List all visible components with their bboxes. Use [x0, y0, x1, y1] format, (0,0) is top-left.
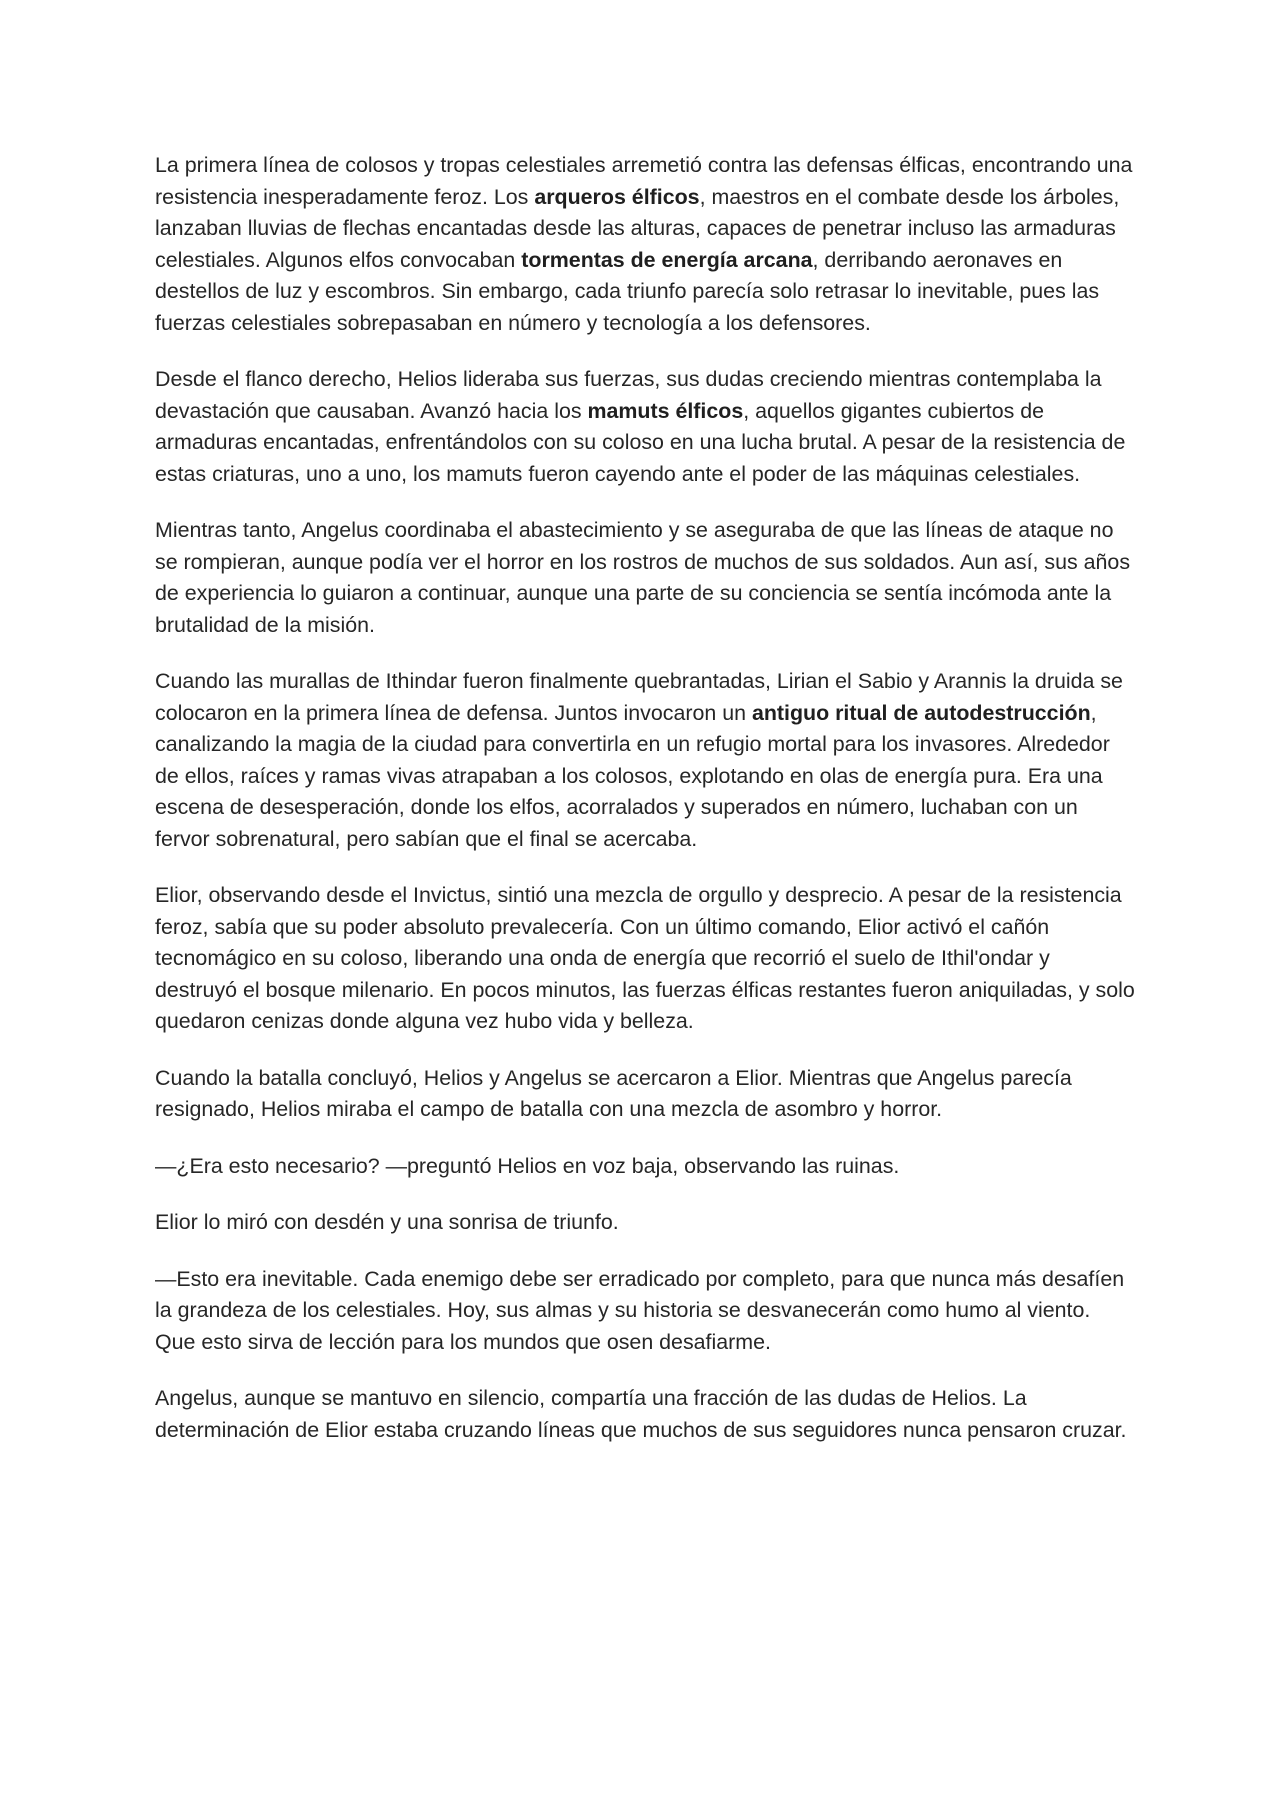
paragraph-3: Mientras tanto, Angelus coordinaba el abastecimiento y se aseguraba de que las líneas de ataque no se rompieran, aunque podía ver el horror en los rostros de muchos de sus soldados. Aun así, sus años de experiencia lo guiaron a continuar, aunque una parte de su conciencia se sentía incómoda ante la brutalidad de la misión.	[155, 518, 1131, 637]
paragraph-10: Angelus, aunque se mantuvo en silencio, compartía una fracción de las dudas de Helios. La determinación de Elior estaba cruzando líneas que muchos de sus seguidores nunca pensaron cruzar.	[155, 1386, 1127, 1442]
paragraph-4: Cuando las murallas de Ithindar fueron finalmente quebrantadas, Lirian el Sabio y Arannis la druida se colocaron en la primera línea de defensa. Juntos invocaron un antiguo ritual de autodestrucción, canalizando la magia de la ciudad para convertirla en un refugio mortal para los invasores. Alrededor de ellos, raíces y ramas vivas atrapaban a los colosos, explotando en olas de energía pura. Era una escena de desesperación, donde los elfos, acorralados y superados en número, luchaban con un fervor sobrenatural, pero sabían que el final se acercaba.	[155, 669, 1123, 851]
paragraph-6: Cuando la batalla concluyó, Helios y Angelus se acercaron a Elior. Mientras que Angelus parecía resignado, Helios miraba el campo de batalla con una mezcla de asombro y horror.	[155, 1065, 1072, 1121]
document-body	[155, 150, 1135, 1471]
paragraph-5: Elior, observando desde el Invictus, sintió una mezcla de orgullo y desprecio. A pesar de la resistencia feroz, sabía que su poder absoluto prevalecería. Con un último comando, Elior activó el cañón tecnomágico en su coloso, liberando una onda de energía que recorrió el suelo de Ithil'ondar y destruyó el bosque milenario. En pocos minutos, las fuerzas élficas restantes fueron aniquiladas, y solo quedaron cenizas donde alguna vez hubo vida y belleza.	[155, 883, 1135, 1033]
paragraph-2: Desde el flanco derecho, Helios lideraba sus fuerzas, sus dudas creciendo mientras contemplaba la devastación que causaban. Avanzó hacia los mamuts élficos, aquellos gigantes cubiertos de armaduras encantadas, enfrentándolos con su coloso en una lucha brutal. A pesar de la resistencia de estas criaturas, uno a uno, los mamuts fueron cayendo ante el poder de las máquinas celestiales.	[155, 367, 1126, 486]
bold-phrase: antiguo ritual de autodestrucción	[751, 700, 1091, 725]
bold-phrase: mamuts élficos	[587, 398, 744, 423]
paragraph-1: La primera línea de colosos y tropas celestiales arremetió contra las defensas élficas, encontrando una resistencia inesperadamente feroz. Los arqueros élficos, maestros en el combate desde los árboles, lanzaban lluvias de flechas encantadas desde las alturas, capaces de penetrar incluso las armaduras celestiales. Algunos elfos convocaban tormentas de energía arcana, derribando aeronaves en destellos de luz y escombros. Sin embargo, cada triunfo parecía solo retrasar lo inevitable, pues las fuerzas celestiales sobrepasaban en número y tecnología a los defensores.	[155, 153, 1133, 335]
bold-phrase: tormentas de energía arcana	[521, 247, 813, 272]
paragraph-7: —¿Era esto necesario? —preguntó Helios en voz baja, observando las ruinas.	[155, 1153, 900, 1178]
paragraph-8: Elior lo miró con desdén y una sonrisa de triunfo.	[155, 1210, 619, 1234]
bold-phrase: arqueros élficos	[534, 184, 700, 209]
paragraph-9: —Esto era inevitable. Cada enemigo debe ser erradicado por completo, para que nunca más desafíen la grandeza de los celestiales. Hoy, sus almas y su historia se desvanecerán como humo al viento. Que esto sirva de lección para los mundos que osen desafiarme.	[155, 1266, 1125, 1354]
